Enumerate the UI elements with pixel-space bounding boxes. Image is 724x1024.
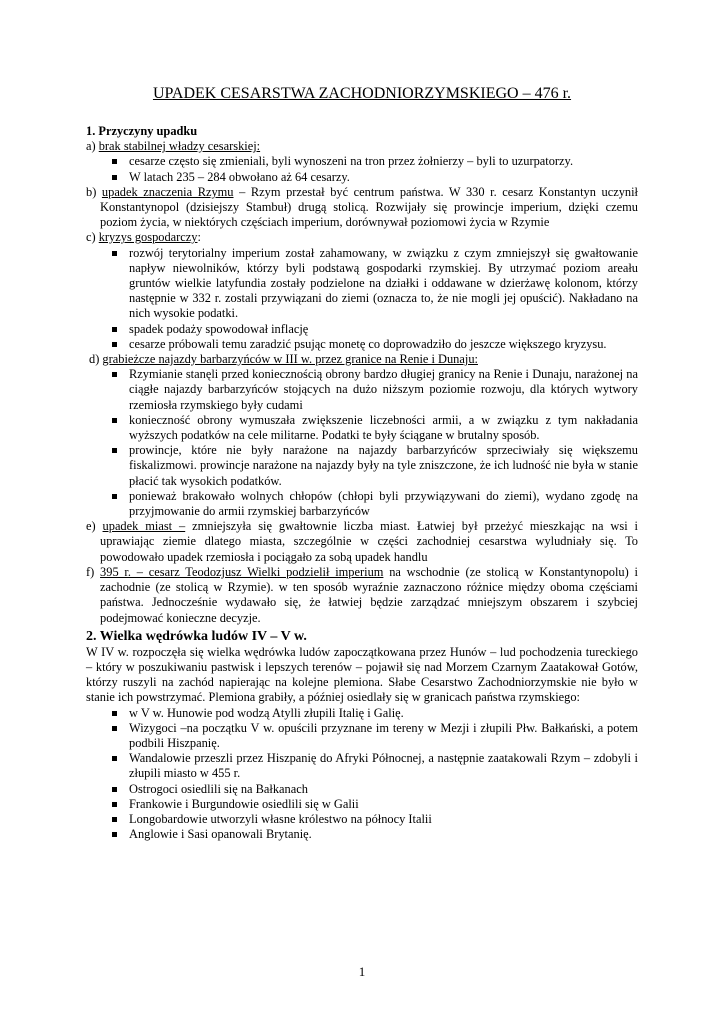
point-e-label: upadek miast –	[102, 519, 186, 534]
point-d-label: grabieżcze najazdy barbarzyńców w III w. przez granice na Renie i Dunaju:	[102, 352, 478, 367]
page-number: 1	[358, 964, 366, 979]
list-item: Ostrogoci osiedlili się na Bałkanach	[129, 782, 638, 797]
point-e-prefix: e)	[86, 519, 103, 534]
list-item: Longobardowie utworzyli własne królestwo na północy Italii	[129, 812, 638, 827]
point-e	[86, 519, 638, 565]
list-item: rozwój terytorialny imperium został zahamowany, w związku z czym zmniejszył się gwałtowanie napływ niewolników, którzy byli podstawą gospodarki rzymskiej. By utrzymać poziom areału gruntów wielkie latyfundia zostały podzielone na działki i oddawane w dzierżawę kolonom, którzy następnie w 332 r. zostali przywiązani do ziemi (oznacza to, że nie mogli jej opuścić). Nakładano na nich wysokie podatki.	[129, 245, 638, 321]
point-a	[86, 139, 638, 154]
point-c-suffix: :	[197, 230, 201, 245]
list-item: Wizygoci –na początku V w. opuścili przyznane im tereny w Mezji i złupili Płw. Bałkański, a potem podbili Hiszpanię.	[129, 720, 638, 750]
document-title: UPADEK CESARSTWA ZACHODNIORZYMSKIEGO – 476 r.	[152, 85, 572, 102]
point-b-label: upadek znaczenia Rzymu	[101, 184, 234, 199]
list-item: w V w. Hunowie pod wodzą Atylli złupili Italię i Galię.	[129, 706, 638, 721]
point-d	[89, 352, 638, 367]
list-item: cesarze często się zmieniali, byli wynoszeni na tron przez żołnierzy – byli to uzurpatorzy.	[129, 154, 638, 169]
point-b	[86, 185, 638, 231]
point-b-text: – Rzym przestał być centrum państwa. W 330 r. cesarz Konstantyn uczynił Konstantynopol (dzisiejszy Stambuł) drugą stolicą. Rozwijały się prowincje imperium, dzięki czemu poziom życia, w niektórych częściach imperium, dorównywał poziomowi życia w Rzymie	[100, 184, 639, 230]
point-f-prefix: f)	[86, 564, 101, 579]
point-f	[86, 565, 638, 626]
list-item: Wandalowie przeszli przez Hiszpanię do Afryki Północnej, a następnie zaatakowali Rzym – zdobyli i złupili miasto w 455 r.	[129, 751, 638, 781]
list-item: Frankowie i Burgundowie osiedlili się w Galii	[129, 797, 638, 812]
point-c	[86, 230, 638, 245]
section-2-heading: 2. Wielka wędrówka ludów IV – V w.	[86, 628, 307, 644]
point-d-list	[86, 367, 638, 519]
section-2-list	[86, 706, 638, 843]
point-a-label: brak stabilnej władzy cesarskiej:	[98, 139, 261, 154]
list-item: prowincje, które nie były narażone na najazdy barbarzyńców sprzeciwiały się większemu fiskalizmowi. prowincje narażone na najazdy były na tyle zniszczone, że ich ludność nie była w stanie płacić tak wysokich podatków.	[129, 443, 638, 488]
point-a-list	[86, 154, 638, 184]
point-b-prefix: b)	[86, 184, 102, 199]
list-item: konieczność obrony wymuszała zwiększenie liczebności armii, a w związku z tym nakładania wyższych podatków na cele militarne. Podatki te były ściągane w brutalny sposób.	[129, 412, 638, 443]
list-item: ponieważ brakowało wolnych chłopów (chłopi byli przywiązywani do ziemi), wydano zgodę na przyjmowanie do armii rzymskiej barbarzyńców	[129, 488, 638, 519]
section-2-intro: W IV w. rozpoczęła się wielka wędrówka ludów zapoczątkowana przez Hunów – lud pochodzenia tureckiego – który w poszukiwaniu pastwisk i lepszych terenów – pojawił się nad Morzem Czarnym Zaatakował Gotów, którzy ruszyli na zachód napierając na kolejne plemiona. Słabe Cesarstwo Zachodniorzymskie nie było w stanie ich powstrzymać. Plemiona grabiły, a później osiedlały się w granicach państwa rzymskiego:	[86, 644, 638, 705]
point-c-prefix: c)	[86, 230, 99, 245]
list-item: Rzymianie stanęli przed koniecznością obrony bardzo długiej granicy na Renie i Dunaju, narażonej na ciągłe najazdy barbarzyńców stojących na dużo niższym poziomie rozwoju, dla których wytwory rzemiosła rzymskiego były cudami	[129, 367, 638, 412]
point-f-text: na wschodnie (ze stolicą w Konstantynopolu) i zachodnie (ze stolicą w Rzymie). w ten sposób wyraźnie zaznaczono różnice między oboma częściami państwa. Jednocześnie wydawało się, że łatwiej będzie zarządzać mniejszym obszarem i szybciej podejmować konieczne decyzje.	[100, 564, 638, 625]
point-a-prefix: a)	[86, 139, 99, 154]
point-e-text: zmniejszyła się gwałtownie liczba miast. Łatwiej był przeżyć mieszkając na wsi i uprawiając ziemie dlatego miasta, szczególnie w części zachodniej cesarstwa wyludniały się. To powodowało upadek rzemiosła i pociągało za sobą upadek handlu	[100, 519, 638, 564]
list-item: cesarze próbowali temu zaradzić psując monetę co doprowadziło do jeszcze większego kryzysu.	[129, 337, 638, 352]
list-item: Anglowie i Sasi opanowali Brytanię.	[129, 827, 638, 842]
point-c-label: kryzys gospodarczy	[98, 230, 198, 245]
point-f-label: 395 r. – cesarz Teodozjusz Wielki podzielił imperium	[100, 564, 384, 579]
list-item: W latach 235 – 284 obwołano aż 64 cesarzy.	[129, 170, 638, 185]
point-d-prefix: d)	[89, 352, 103, 367]
list-item: spadek podaży spowodował inflację	[129, 322, 638, 337]
section-1-heading: 1. Przyczyny upadku	[86, 124, 198, 138]
point-c-list	[86, 246, 638, 352]
